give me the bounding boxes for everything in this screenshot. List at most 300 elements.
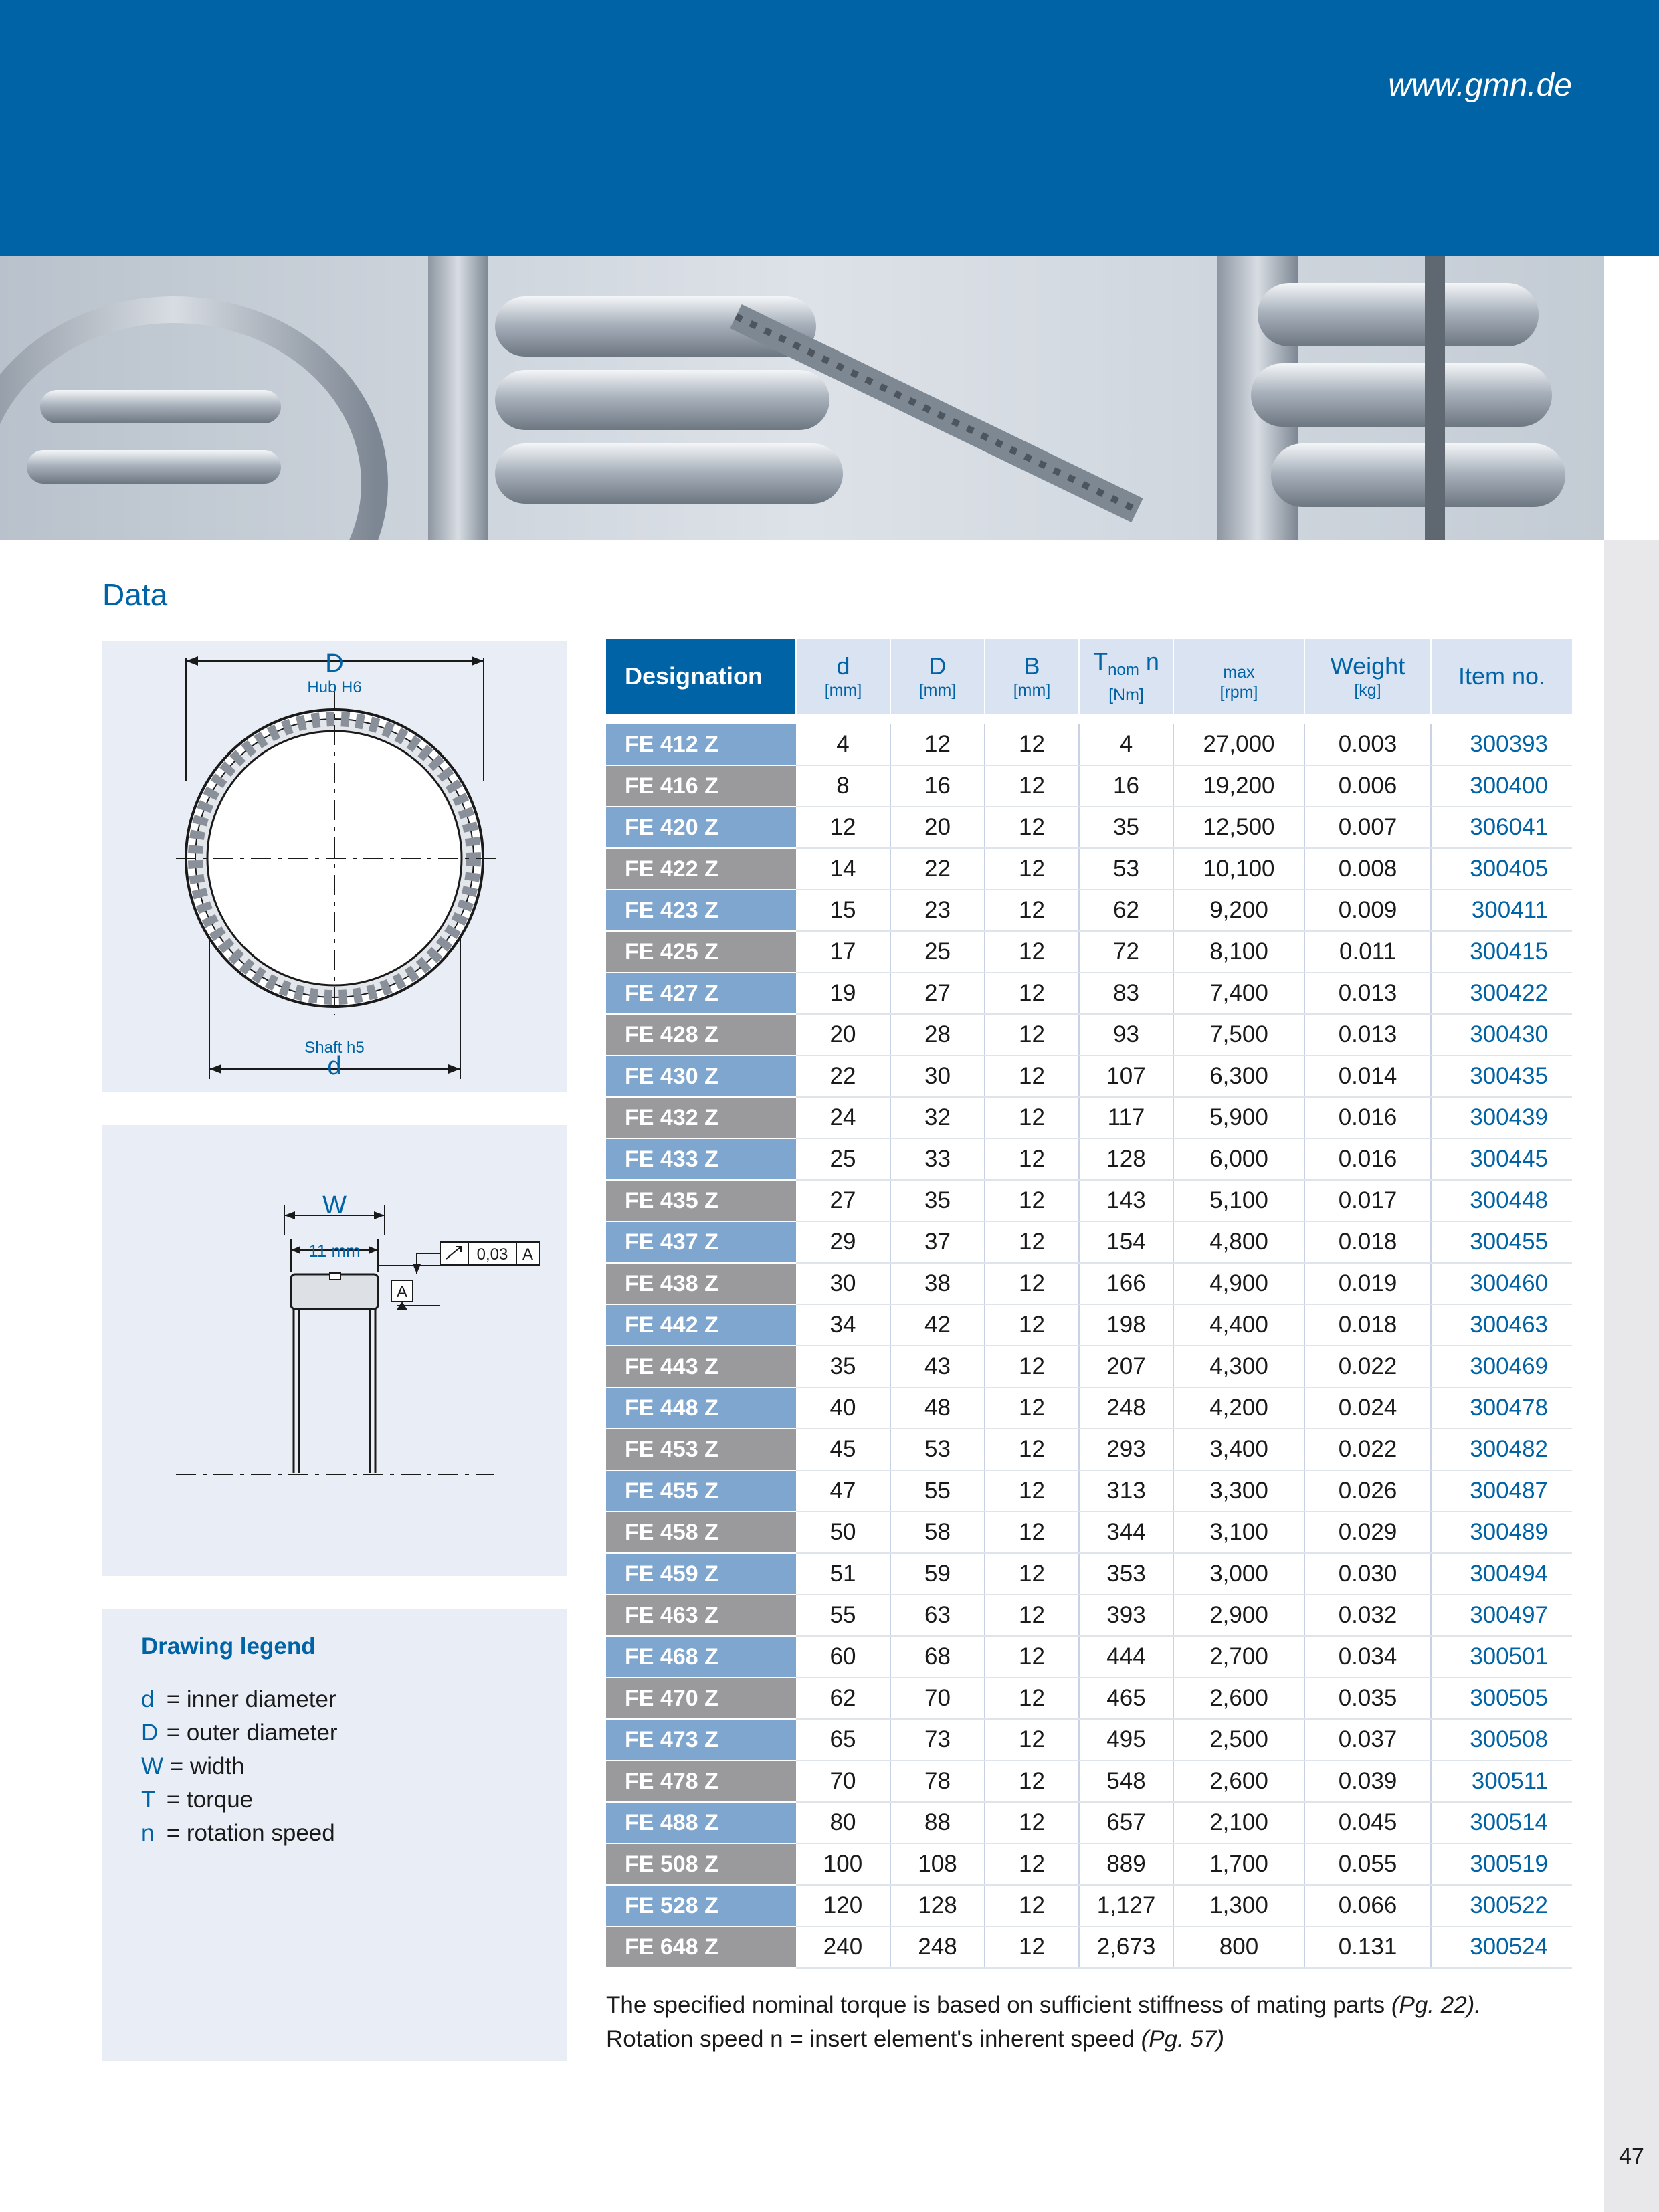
cell-max-speed: 12,500: [1173, 807, 1304, 848]
cell-torque: 495: [1079, 1719, 1173, 1761]
cell-torque: 72: [1079, 931, 1173, 973]
cell-D: 78: [890, 1761, 985, 1802]
cell-item-no[interactable]: 300463: [1431, 1304, 1572, 1346]
cell-d: 60: [796, 1636, 890, 1678]
cell-torque: 198: [1079, 1304, 1173, 1346]
legend-title: Drawing legend: [141, 1633, 316, 1660]
cell-weight: 0.014: [1304, 1055, 1431, 1097]
cell-item-no[interactable]: 300494: [1431, 1553, 1572, 1595]
cell-weight: 0.018: [1304, 1304, 1431, 1346]
table-row: [606, 1885, 1572, 1926]
cell-B: 12: [985, 1553, 1079, 1595]
drawing-front-view-panel: [102, 641, 567, 1092]
cell-designation: FE 448 Z: [606, 1387, 796, 1429]
cell-torque: 128: [1079, 1138, 1173, 1180]
table-row: [606, 1097, 1572, 1138]
cell-D: 32: [890, 1097, 985, 1138]
cell-designation: FE 423 Z: [606, 890, 796, 931]
cell-B: 12: [985, 1387, 1079, 1429]
cell-max-speed: 2,600: [1173, 1678, 1304, 1719]
legend-text: = rotation speed: [166, 1820, 335, 1846]
cell-designation: FE 430 Z: [606, 1055, 796, 1097]
cell-weight: 0.009: [1304, 890, 1431, 931]
cell-D: 59: [890, 1553, 985, 1595]
cell-weight: 0.022: [1304, 1429, 1431, 1470]
cell-torque: 207: [1079, 1346, 1173, 1387]
cell-torque: 313: [1079, 1470, 1173, 1512]
cell-d: 35: [796, 1346, 890, 1387]
table-row: [606, 1263, 1572, 1304]
table-row: [606, 1926, 1572, 1968]
cell-item-no[interactable]: 300505: [1431, 1678, 1572, 1719]
cell-designation: FE 420 Z: [606, 807, 796, 848]
page-reference-link[interactable]: (Pg. 22).: [1391, 1992, 1482, 2018]
dim-d-label: d: [327, 1052, 342, 1080]
cell-max-speed: 4,300: [1173, 1346, 1304, 1387]
page-margin-strip: [1604, 540, 1659, 2212]
cell-B: 12: [985, 1429, 1079, 1470]
cell-weight: 0.026: [1304, 1470, 1431, 1512]
table-header-row: [606, 639, 1572, 714]
cell-weight: 0.039: [1304, 1761, 1431, 1802]
front-view-drawing: [102, 641, 567, 1092]
cell-d: 20: [796, 1014, 890, 1055]
cell-B: 12: [985, 1180, 1079, 1221]
cell-torque: 117: [1079, 1097, 1173, 1138]
legend-text: = width: [169, 1753, 245, 1779]
cell-torque: 393: [1079, 1595, 1173, 1636]
cell-d: 29: [796, 1221, 890, 1263]
table-row: [606, 1304, 1572, 1346]
page-number: 47: [1619, 2144, 1644, 2169]
cell-designation: FE 455 Z: [606, 1470, 796, 1512]
table-row: [606, 1470, 1572, 1512]
cell-D: 12: [890, 724, 985, 765]
table-row: [606, 890, 1572, 931]
cell-item-no[interactable]: 306041: [1431, 807, 1572, 848]
cell-torque: 143: [1079, 1180, 1173, 1221]
cell-item-no[interactable]: 300445: [1431, 1138, 1572, 1180]
cell-d: 70: [796, 1761, 890, 1802]
header-item-no: Item no.: [1431, 639, 1572, 714]
cell-max-speed: 10,100: [1173, 848, 1304, 890]
table-row: [606, 1761, 1572, 1802]
table-row: [606, 1387, 1572, 1429]
cell-max-speed: 4,400: [1173, 1304, 1304, 1346]
cell-item-no[interactable]: 300400: [1431, 765, 1572, 807]
cell-B: 12: [985, 1761, 1079, 1802]
dim-11mm-label: 11 mm: [308, 1241, 361, 1261]
cell-item-no[interactable]: 300405: [1431, 848, 1572, 890]
legend-item: [141, 1783, 338, 1817]
header-weight: Weight [kg]: [1304, 639, 1431, 714]
cell-D: 22: [890, 848, 985, 890]
cell-max-speed: 6,300: [1173, 1055, 1304, 1097]
cell-designation: FE 435 Z: [606, 1180, 796, 1221]
legend-symbol: W: [141, 1753, 164, 1779]
cell-B: 12: [985, 1097, 1079, 1138]
cell-designation: FE 463 Z: [606, 1595, 796, 1636]
cell-designation: FE 468 Z: [606, 1636, 796, 1678]
cell-weight: 0.030: [1304, 1553, 1431, 1595]
cell-max-speed: 19,200: [1173, 765, 1304, 807]
cell-B: 12: [985, 1346, 1079, 1387]
cell-d: 25: [796, 1138, 890, 1180]
cell-torque: 4: [1079, 724, 1173, 765]
cell-designation: FE 438 Z: [606, 1263, 796, 1304]
cell-B: 12: [985, 1055, 1079, 1097]
table-body: [606, 714, 1572, 1968]
cell-D: 128: [890, 1885, 985, 1926]
table-row: [606, 973, 1572, 1014]
cell-item-no[interactable]: 300487: [1431, 1470, 1572, 1512]
cell-B: 12: [985, 1263, 1079, 1304]
legend-text: = torque: [166, 1787, 254, 1813]
cell-weight: 0.017: [1304, 1180, 1431, 1221]
cell-item-no[interactable]: 300501: [1431, 1636, 1572, 1678]
cell-B: 12: [985, 1304, 1079, 1346]
cell-weight: 0.016: [1304, 1097, 1431, 1138]
cell-B: 12: [985, 1843, 1079, 1885]
cell-item-no[interactable]: 300411: [1431, 890, 1572, 931]
cell-weight: 0.045: [1304, 1802, 1431, 1843]
cell-weight: 0.032: [1304, 1595, 1431, 1636]
cell-designation: FE 442 Z: [606, 1304, 796, 1346]
cell-torque: 83: [1079, 973, 1173, 1014]
cell-D: 48: [890, 1387, 985, 1429]
cell-item-no[interactable]: 300511: [1431, 1761, 1572, 1802]
cell-max-speed: 1,700: [1173, 1843, 1304, 1885]
cell-max-speed: 8,100: [1173, 931, 1304, 973]
cell-torque: 16: [1079, 765, 1173, 807]
cell-D: 23: [890, 890, 985, 931]
cell-torque: 657: [1079, 1802, 1173, 1843]
cell-weight: 0.019: [1304, 1263, 1431, 1304]
cell-max-speed: 3,000: [1173, 1553, 1304, 1595]
cell-item-no[interactable]: 300519: [1431, 1843, 1572, 1885]
cell-torque: 166: [1079, 1263, 1173, 1304]
cell-d: 4: [796, 724, 890, 765]
cell-designation: FE 412 Z: [606, 724, 796, 765]
cell-B: 12: [985, 1595, 1079, 1636]
site-url-link[interactable]: www.gmn.de: [1388, 68, 1572, 103]
cell-D: 35: [890, 1180, 985, 1221]
cell-torque: 344: [1079, 1512, 1173, 1553]
datum-label: A: [396, 1283, 408, 1301]
cell-weight: 0.055: [1304, 1843, 1431, 1885]
cell-D: 73: [890, 1719, 985, 1761]
cell-torque: 62: [1079, 890, 1173, 931]
cell-d: 100: [796, 1843, 890, 1885]
cell-item-no[interactable]: 300430: [1431, 1014, 1572, 1055]
cell-d: 55: [796, 1595, 890, 1636]
cell-D: 70: [890, 1678, 985, 1719]
cell-D: 58: [890, 1512, 985, 1553]
cell-designation: FE 453 Z: [606, 1429, 796, 1470]
table-row: [606, 1221, 1572, 1263]
cell-weight: 0.013: [1304, 973, 1431, 1014]
footnotes: [606, 1988, 1481, 2056]
table-row: [606, 931, 1572, 973]
cell-D: 27: [890, 973, 985, 1014]
table-row: [606, 807, 1572, 848]
table-row: [606, 1180, 1572, 1221]
cell-max-speed: 2,600: [1173, 1761, 1304, 1802]
cell-torque: 353: [1079, 1553, 1173, 1595]
cell-weight: 0.029: [1304, 1512, 1431, 1553]
cell-d: 62: [796, 1678, 890, 1719]
cell-B: 12: [985, 765, 1079, 807]
cell-max-speed: 27,000: [1173, 724, 1304, 765]
cell-item-no[interactable]: 300514: [1431, 1802, 1572, 1843]
cell-d: 80: [796, 1802, 890, 1843]
cell-weight: 0.034: [1304, 1636, 1431, 1678]
cell-max-speed: 9,200: [1173, 890, 1304, 931]
cell-B: 12: [985, 973, 1079, 1014]
cell-item-no[interactable]: 300460: [1431, 1263, 1572, 1304]
cell-D: 53: [890, 1429, 985, 1470]
legend-item: [141, 1750, 338, 1783]
cell-D: 16: [890, 765, 985, 807]
cell-d: 50: [796, 1512, 890, 1553]
cell-D: 20: [890, 807, 985, 848]
table-row: [606, 1636, 1572, 1678]
cell-B: 12: [985, 1719, 1079, 1761]
cell-item-no[interactable]: 300478: [1431, 1387, 1572, 1429]
cell-item-no[interactable]: 300393: [1431, 724, 1572, 765]
cell-D: 88: [890, 1802, 985, 1843]
cell-B: 12: [985, 1926, 1079, 1968]
cell-weight: 0.024: [1304, 1387, 1431, 1429]
header-torque: $T_{nom}$ n [Nm]: [1079, 639, 1173, 714]
cell-d: 47: [796, 1470, 890, 1512]
cell-item-no[interactable]: 300524: [1431, 1926, 1572, 1968]
header-photo: [0, 256, 1604, 540]
table-row: [606, 848, 1572, 890]
cell-D: 42: [890, 1304, 985, 1346]
table-row: [606, 1553, 1572, 1595]
cell-designation: FE 425 Z: [606, 931, 796, 973]
cell-weight: 0.022: [1304, 1346, 1431, 1387]
table-row: [606, 1055, 1572, 1097]
cell-max-speed: 2,500: [1173, 1719, 1304, 1761]
cell-D: 33: [890, 1138, 985, 1180]
cell-max-speed: 4,200: [1173, 1387, 1304, 1429]
table-row: [606, 724, 1572, 765]
table-row: [606, 1802, 1572, 1843]
cell-D: 108: [890, 1843, 985, 1885]
cell-torque: 93: [1079, 1014, 1173, 1055]
legend-item: [141, 1683, 338, 1716]
legend-symbol: n: [141, 1820, 155, 1846]
cell-d: 34: [796, 1304, 890, 1346]
cell-D: 25: [890, 931, 985, 973]
header-designation: Designation: [606, 639, 796, 714]
table-row: [606, 1843, 1572, 1885]
cell-item-no[interactable]: 300508: [1431, 1719, 1572, 1761]
drawing-legend-panel: [102, 1609, 567, 2061]
cell-B: 12: [985, 724, 1079, 765]
cell-D: 55: [890, 1470, 985, 1512]
cell-max-speed: 7,400: [1173, 973, 1304, 1014]
cell-d: 65: [796, 1719, 890, 1761]
footnote-speed: Rotation speed n = insert element's inherent speed (Pg. 57): [606, 2026, 1225, 2052]
cell-torque: 248: [1079, 1387, 1173, 1429]
cell-item-no[interactable]: 300439: [1431, 1097, 1572, 1138]
cell-designation: FE 443 Z: [606, 1346, 796, 1387]
cell-D: 248: [890, 1926, 985, 1968]
cell-designation: FE 488 Z: [606, 1802, 796, 1843]
cell-designation: FE 427 Z: [606, 973, 796, 1014]
cell-max-speed: 2,700: [1173, 1636, 1304, 1678]
cell-item-no[interactable]: 300435: [1431, 1055, 1572, 1097]
table-row: [606, 1512, 1572, 1553]
page-reference-link[interactable]: (Pg. 57): [1141, 2026, 1225, 2052]
cell-torque: 1,127: [1079, 1885, 1173, 1926]
table-row: [606, 765, 1572, 807]
cell-B: 12: [985, 1678, 1079, 1719]
cell-item-no[interactable]: 300415: [1431, 931, 1572, 973]
cell-d: 240: [796, 1926, 890, 1968]
cell-designation: FE 508 Z: [606, 1843, 796, 1885]
cell-torque: 35: [1079, 807, 1173, 848]
cell-D: 68: [890, 1636, 985, 1678]
cell-torque: 889: [1079, 1843, 1173, 1885]
header-band: [0, 0, 1659, 256]
table-row: [606, 1429, 1572, 1470]
cell-item-no[interactable]: 300448: [1431, 1180, 1572, 1221]
drawing-side-view-panel: [102, 1125, 567, 1576]
cell-torque: 2,673: [1079, 1926, 1173, 1968]
cell-d: 14: [796, 848, 890, 890]
legend-item: [141, 1817, 338, 1850]
cell-B: 12: [985, 1014, 1079, 1055]
cell-weight: 0.066: [1304, 1885, 1431, 1926]
cell-d: 45: [796, 1429, 890, 1470]
tolerance-datum: A: [522, 1245, 534, 1264]
legend-list: [141, 1683, 338, 1850]
cell-weight: 0.011: [1304, 931, 1431, 973]
cell-B: 12: [985, 807, 1079, 848]
cell-max-speed: 3,400: [1173, 1429, 1304, 1470]
cell-designation: FE 459 Z: [606, 1553, 796, 1595]
cell-d: 8: [796, 765, 890, 807]
table-row: [606, 1595, 1572, 1636]
legend-symbol: D: [141, 1720, 159, 1746]
cell-weight: 0.006: [1304, 765, 1431, 807]
cell-item-no[interactable]: 300522: [1431, 1885, 1572, 1926]
cell-item-no[interactable]: 300422: [1431, 973, 1572, 1014]
footnote-torque: The specified nominal torque is based on sufficient stiffness of mating parts (Pg. 22).: [606, 1992, 1482, 2018]
cell-d: 40: [796, 1387, 890, 1429]
cell-max-speed: 5,100: [1173, 1180, 1304, 1221]
cell-weight: 0.003: [1304, 724, 1431, 765]
cell-item-no[interactable]: 300497: [1431, 1595, 1572, 1636]
cell-designation: FE 528 Z: [606, 1885, 796, 1926]
section-title: Data: [102, 577, 168, 612]
header-B: B [mm]: [985, 639, 1079, 714]
cell-max-speed: 7,500: [1173, 1014, 1304, 1055]
cell-designation: FE 458 Z: [606, 1512, 796, 1553]
cell-weight: 0.013: [1304, 1014, 1431, 1055]
legend-text: = inner diameter: [166, 1686, 336, 1712]
shaft-label: Shaft h5: [304, 1039, 365, 1057]
cell-weight: 0.018: [1304, 1221, 1431, 1263]
cell-D: 38: [890, 1263, 985, 1304]
cell-B: 12: [985, 1470, 1079, 1512]
cell-designation: FE 473 Z: [606, 1719, 796, 1761]
table-row: [606, 1719, 1572, 1761]
cell-B: 12: [985, 1802, 1079, 1843]
cell-d: 24: [796, 1097, 890, 1138]
cell-d: 27: [796, 1180, 890, 1221]
cell-d: 12: [796, 807, 890, 848]
cell-d: 120: [796, 1885, 890, 1926]
cell-D: 37: [890, 1221, 985, 1263]
cell-torque: 444: [1079, 1636, 1173, 1678]
cell-designation: FE 422 Z: [606, 848, 796, 890]
cell-d: 51: [796, 1553, 890, 1595]
table-row: [606, 1346, 1572, 1387]
header-d: d [mm]: [796, 639, 890, 714]
cell-designation: FE 470 Z: [606, 1678, 796, 1719]
cell-d: 30: [796, 1263, 890, 1304]
cell-d: 19: [796, 973, 890, 1014]
header-max-speed: max [rpm]: [1173, 639, 1304, 714]
hub-label: Hub H6: [307, 678, 362, 696]
header-D: D [mm]: [890, 639, 985, 714]
cell-designation: FE 648 Z: [606, 1926, 796, 1968]
legend-item: [141, 1716, 338, 1750]
cell-torque: 293: [1079, 1429, 1173, 1470]
legend-symbol: d: [141, 1686, 155, 1712]
cell-item-no[interactable]: 300469: [1431, 1346, 1572, 1387]
cell-item-no[interactable]: 300489: [1431, 1512, 1572, 1553]
cell-d: 15: [796, 890, 890, 931]
cell-weight: 0.008: [1304, 848, 1431, 890]
cell-max-speed: 3,300: [1173, 1470, 1304, 1512]
cell-designation: FE 432 Z: [606, 1097, 796, 1138]
cell-B: 12: [985, 931, 1079, 973]
table-gap-row: [606, 714, 1572, 724]
cell-d: 17: [796, 931, 890, 973]
cell-designation: FE 428 Z: [606, 1014, 796, 1055]
cell-designation: FE 416 Z: [606, 765, 796, 807]
cell-designation: FE 437 Z: [606, 1221, 796, 1263]
cell-torque: 53: [1079, 848, 1173, 890]
cell-designation: FE 433 Z: [606, 1138, 796, 1180]
cell-max-speed: 5,900: [1173, 1097, 1304, 1138]
cell-torque: 548: [1079, 1761, 1173, 1802]
cell-B: 12: [985, 1138, 1079, 1180]
cell-torque: 465: [1079, 1678, 1173, 1719]
cell-D: 63: [890, 1595, 985, 1636]
cell-B: 12: [985, 1221, 1079, 1263]
dim-W-label: W: [322, 1191, 347, 1219]
cell-item-no[interactable]: 300455: [1431, 1221, 1572, 1263]
cell-weight: 0.131: [1304, 1926, 1431, 1968]
cell-max-speed: 4,800: [1173, 1221, 1304, 1263]
tolerance-value: 0,03: [476, 1245, 508, 1264]
cell-max-speed: 2,900: [1173, 1595, 1304, 1636]
cell-max-speed: 3,100: [1173, 1512, 1304, 1553]
legend-symbol: T: [141, 1787, 156, 1813]
cell-item-no[interactable]: 300482: [1431, 1429, 1572, 1470]
legend-text: = outer diameter: [166, 1720, 338, 1746]
cell-B: 12: [985, 890, 1079, 931]
table-row: [606, 1678, 1572, 1719]
cell-B: 12: [985, 1512, 1079, 1553]
